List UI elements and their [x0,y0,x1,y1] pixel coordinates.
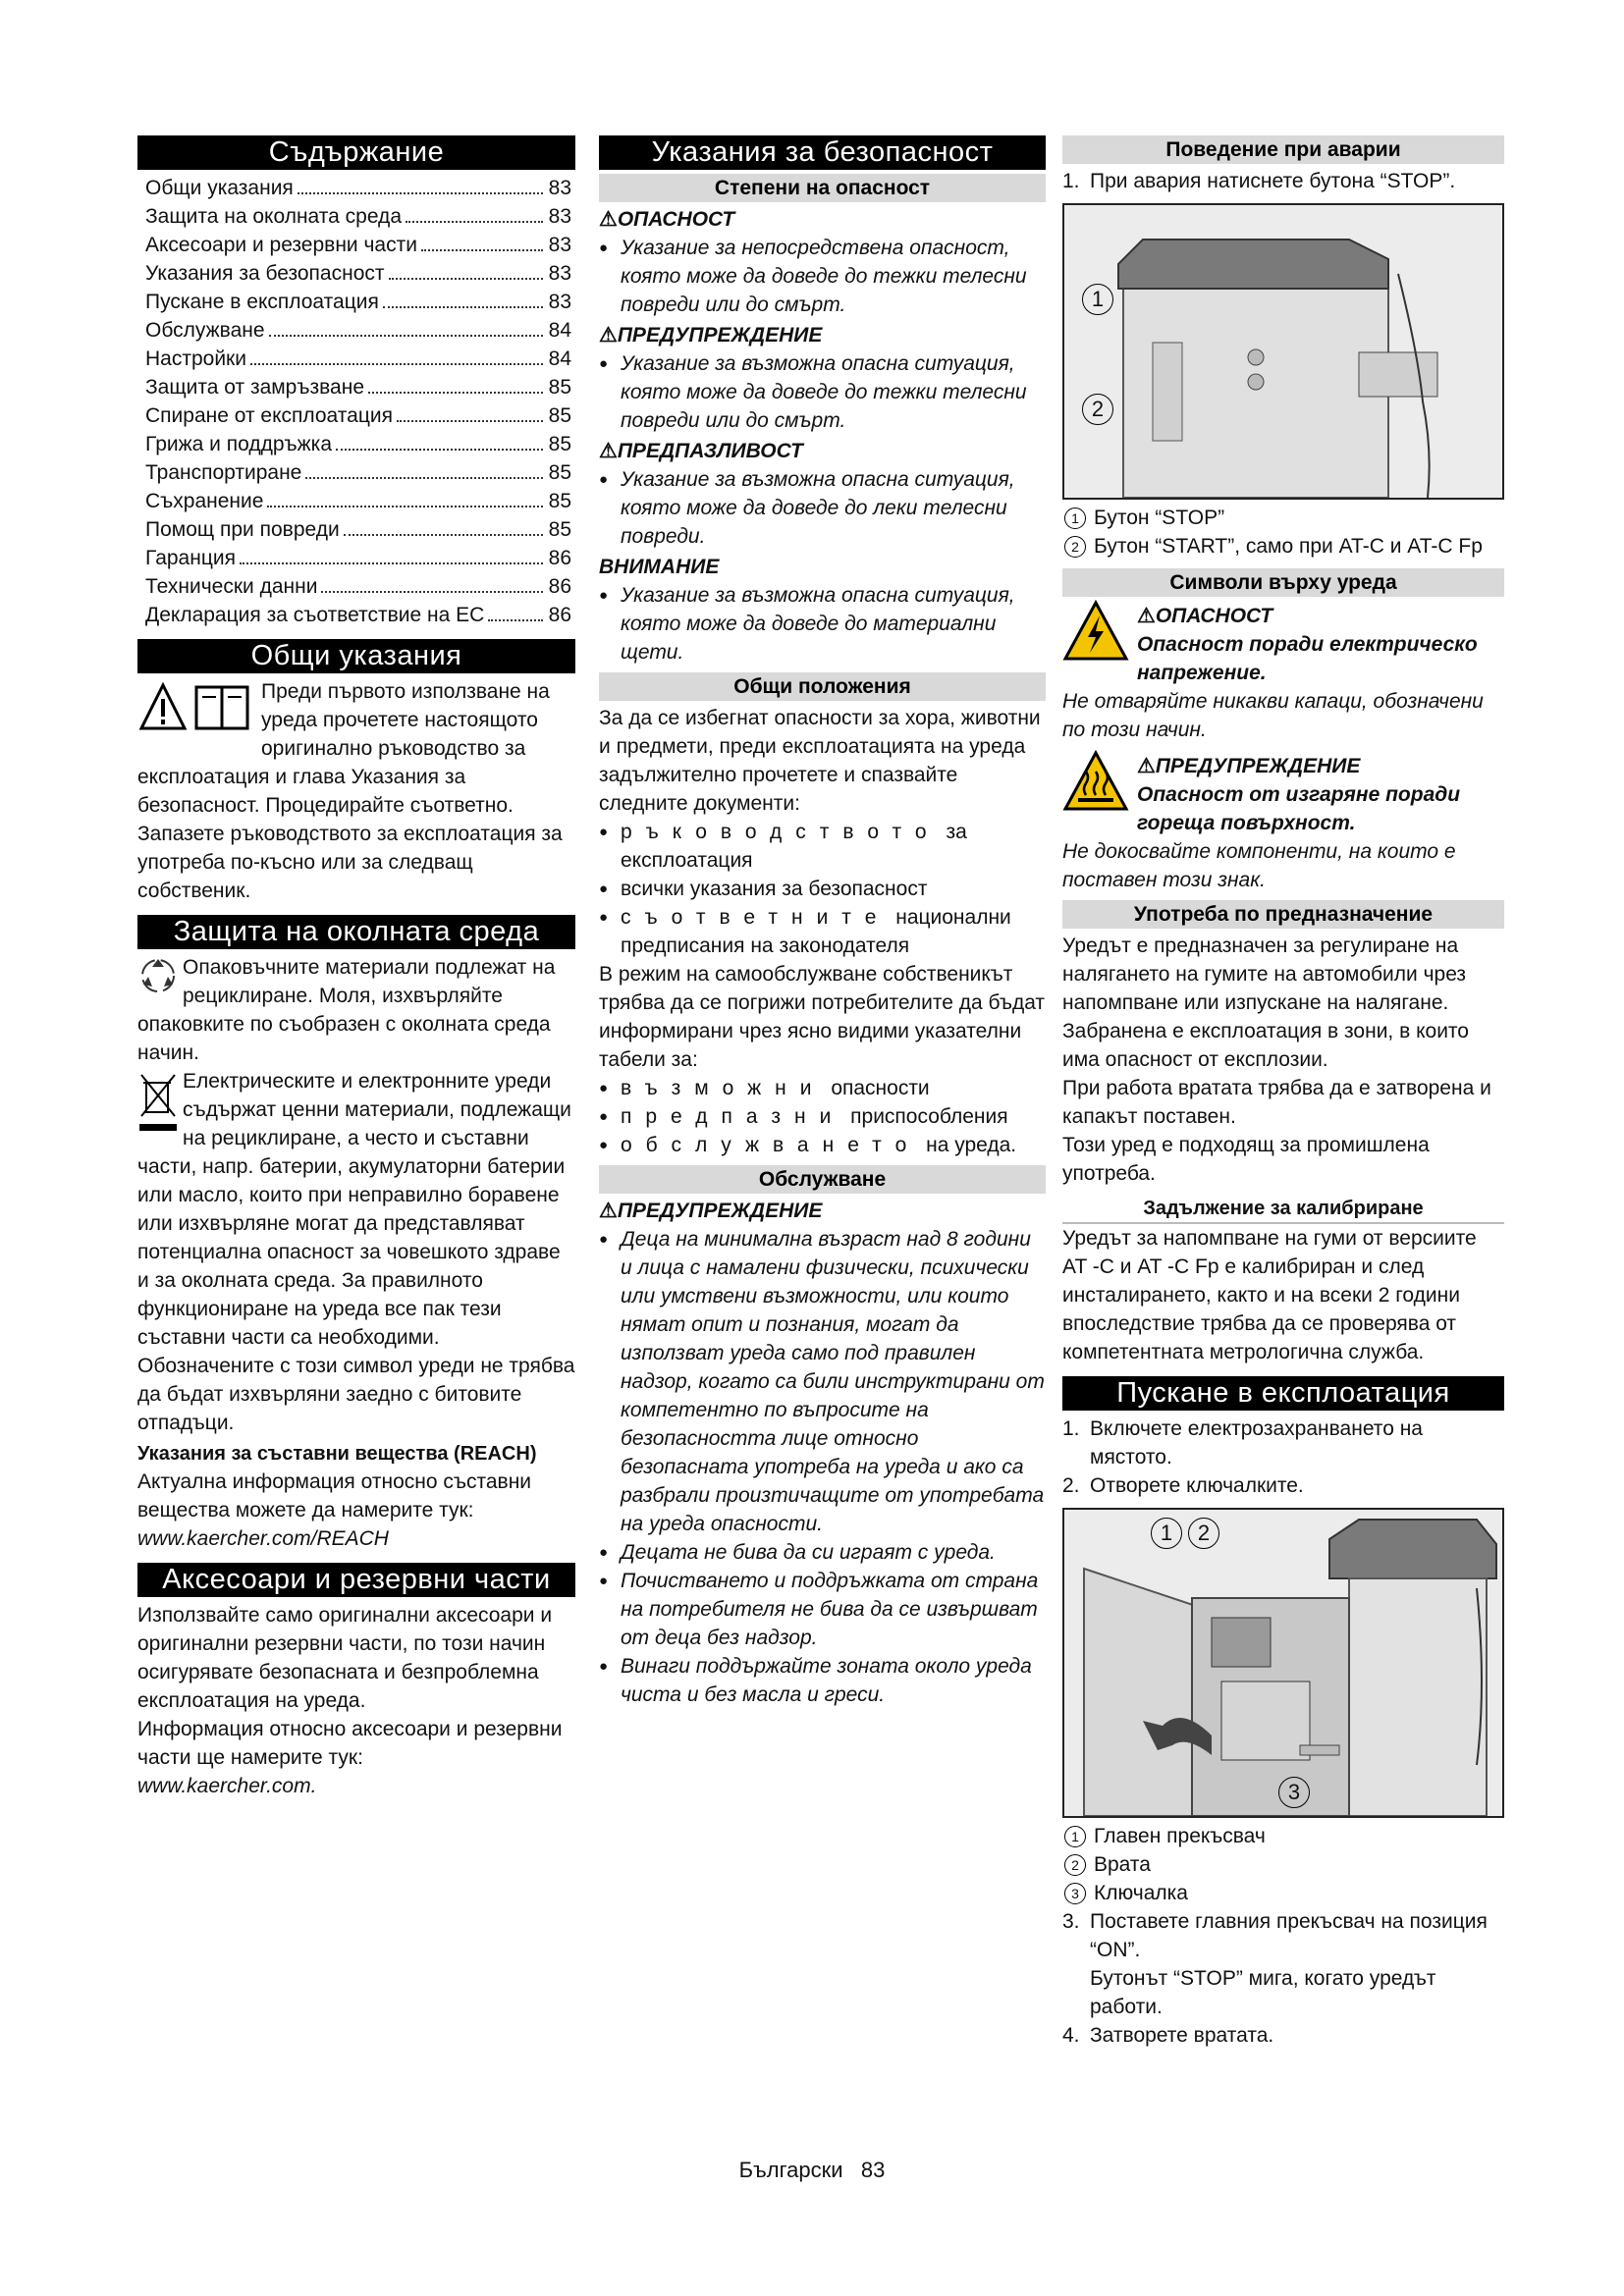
callout-1: 1 [1151,1518,1182,1549]
operation-heading: Обслужване [599,1165,1046,1194]
warning-book-icon [137,679,253,736]
signage-item: ● обслужването на уреда. [599,1131,1046,1159]
general-provisions-heading: Общи положения [599,672,1046,701]
signage-item: ● възможни опасности [599,1074,1046,1102]
intended-use-text: Забранена е експлоатация в зони, в които има опасност от експлозии. [1062,1020,1469,1071]
toc-item[interactable]: Указания за безопасност 83 [145,262,571,285]
toc-item[interactable]: Транспортиране 85 [145,461,571,484]
general-text-2: Запазете ръководството за експлоатация за употреба по-късно или за следващ собственик. [137,823,563,902]
accessories-heading: Аксесоари и резервни части [137,1563,575,1597]
general-heading: Общи указания [137,639,575,673]
hot-surface-icon [1062,750,1129,813]
column-right [1062,135,1504,2050]
warning-triangle-icon: ⚠ [599,324,618,347]
toc-item[interactable]: Защита от замръзване 85 [145,376,571,399]
operation-item: ● Деца на минимална възраст над 8 години и лица с намалени физически, психически или умствени възможности, или които нямат опит и познания, могат да използват уреда само под правилен надзор, когато са били инструктирани от компетентно по въпросите на безопасността лице относно безопасната употреба на уреда и ако са разбрали произтичащите от употребата на уреда опасности. [599,1225,1046,1538]
emergency-heading: Поведение при аварии [1062,135,1504,164]
reach-heading: Указания за съставни вещества (REACH) [137,1443,537,1465]
hazard-level-title: ⚠ПРЕДПАЗЛИВОСТ [599,440,803,462]
operation-warning-title: ⚠ПРЕДУПРЕЖДЕНИЕ [599,1200,823,1222]
page-footer [0,2156,1624,2184]
intended-use-text: При работа вратата трябва да е затворена и капакът поставен. [1062,1077,1491,1128]
toc-item[interactable]: Защита на околната среда 83 [145,205,571,228]
operation-item: ● Почистването и поддръжката от страна на потребителя не бива да се извършват от деца без надзор. [599,1567,1046,1652]
toc-item[interactable]: Гаранция 86 [145,547,571,569]
toc-item[interactable]: Помощ при повреди 85 [145,518,571,541]
recycle-icon [137,955,179,996]
document-item: ● всички указания за безопасност [599,875,1046,903]
hazard-level-text: ● Указание за непосредствена опасност, която може да доведе до тежки телесни повреди или до смърт. [599,234,1046,319]
intended-use-text: Уредът е предназначен за регулиране на налягането на гумите на автомобили чрез напомпване или изпускане на налягане. [1062,934,1467,1014]
toc-item[interactable]: Аксесоари и резервни части 83 [145,234,571,256]
callout-1: 1 [1082,284,1113,315]
general-text: Преди първото използване на уреда прочетете настоящото оригинално ръководство за експлоатация и глава Указания за безопасност. Процедирайте съответно. [137,680,550,817]
toc-item[interactable]: Съхранение 85 [145,490,571,512]
startup-step: 3. Поставете главния прекъсвач на позиция “ON”. [1062,1910,1488,1961]
operation-item: ● Винаги поддържайте зоната около уреда чиста и без масла и греси. [599,1652,1046,1709]
legend-item: 3 Ключалка [1062,1879,1504,1907]
warning-triangle-icon: ⚠ [1137,605,1156,627]
callout-3: 3 [1278,1777,1310,1808]
self-service-text: В режим на самообслужване собственикът трябва да се погрижи потребителите да бъдат информирани чрез ясно видими указателни табели за: [599,963,1046,1071]
startup-device-photo [1062,1508,1504,1818]
toc-item[interactable]: Общи указания 83 [145,177,571,199]
footer-language: Български [738,2158,843,2182]
safety-heading: Указания за безопасност [599,135,1046,170]
legend-item: 2 Бутон “START”, само при AT-C и AT-C Fp [1062,532,1504,561]
toc-item[interactable]: Пускане в експлоатация 83 [145,291,571,313]
accessories-text-2: Информация относно аксесоари и резервни части ще намерите тук: [137,1718,563,1769]
symbol-hot-surface: ⚠ПРЕДУПРЕЖДЕНИЕ Опасност от изгаряне поради гореща повърхност. [1062,750,1504,837]
callout-2: 2 [1188,1518,1219,1549]
toc-item[interactable]: Грижа и поддръжка 85 [145,433,571,455]
environment-text-2: Електрическите и електронните уреди съдържат ценни материали, подлежащи на рециклиране, а често и съставни части, напр. батерии, акумулаторни батерии или масло, които при неправилно боравене или изхвърляне могат да представляват потенциална опасност за човешкото здраве и за околната среда. За правилното функциониране на уреда все пак тези съставни части са необходими. Обозначените с този символ уреди не трябва да бъдат изхвърляни заедно с битовите отпадъци. [137,1070,575,1434]
toc-list [137,174,575,629]
toc-item[interactable]: Технически данни 86 [145,575,571,598]
legend-item: 2 Врата [1062,1850,1504,1879]
environment-text: Опаковъчните материали подлежат на рециклиране. Моля, изхвърляйте опаковките по съобразен с околната среда начин. [137,956,556,1064]
electric-hazard-icon [1062,600,1129,663]
column-middle [599,135,1046,1709]
startup-step: 4. Затворете вратата. [1062,2024,1274,2047]
document-item: ● ръководството за експлоатация [599,818,1046,875]
emergency-device-photo [1062,203,1504,500]
hazard-level-text: ● Указание за възможна опасна ситуация, която може да доведе до леки телесни повреди. [599,465,1046,551]
warning-triangle-icon: ⚠ [1137,755,1156,777]
accessories-text: Използвайте само оригинални аксесоари и оригинални резервни части, по този начин осигурявате безопасната и безпроблемна експлоатация на уреда. [137,1604,553,1712]
operation-item: ● Децата не бива да си играят с уреда. [599,1538,1046,1567]
hazard-levels-heading: Степени на опасност [599,174,1046,202]
startup-step: 1. Включете електрозахранването на мястото. [1062,1417,1423,1468]
toc-heading: Съдържание [137,135,575,170]
calibration-text: Уредът за напомпване на гуми от версиите AT -C и AT -C Fp е калибриран и след инсталирането, както и на всеки 2 години впоследствие трябва да се проверява от компетентната метрологична служба. [1062,1227,1477,1363]
column-left [137,135,575,1800]
hazard-level-text: ● Указание за възможна опасна ситуация, която може да доведе до тежки телесни повреди или до смърт. [599,349,1046,435]
legend-item: 1 Главен прекъсвач [1062,1822,1504,1850]
startup-step: 2. Отворете ключалките. [1062,1474,1304,1497]
symbol-electric: ⚠ОПАСНОСТ Опасност поради електрическо напрежение. [1062,600,1504,687]
symbols-heading: Символи върху уреда [1062,568,1504,597]
hazard-level-title: ⚠ОПАСНОСТ [599,208,735,231]
hazard-level-text: ● Указание за възможна опасна ситуация, която може да доведе до материални щети. [599,581,1046,667]
symbol-electric-text: Не отваряйте никакви капаци, обозначени по този начин. [1062,690,1484,741]
weee-bin-icon [137,1071,179,1138]
document-item: ● съответните национални [599,903,1046,932]
legend-item: 1 Бутон “STOP” [1062,504,1504,532]
reach-link[interactable]: www.kaercher.com/REACH [137,1527,389,1550]
intended-use-heading: Употреба по предназначение [1062,900,1504,929]
signage-item: ● предпазни приспособления [599,1102,1046,1131]
page-number: 83 [860,2158,886,2182]
document-item-cont: предписания на законодателя [621,934,910,957]
toc-item[interactable]: Обслужване 84 [145,319,571,342]
toc-item[interactable]: Декларация за съответствие на ЕС 86 [145,604,571,626]
warning-triangle-icon: ⚠ [599,1200,618,1222]
symbol-hot-text: Не докосвайте компоненти, на които е поставен този знак. [1062,840,1456,891]
hazard-level-title: ВНИМАНИЕ [599,556,720,578]
toc-item[interactable]: Настройки 84 [145,347,571,370]
startup-heading: Пускане в експлоатация [1062,1376,1504,1411]
emergency-step: 1. При авария натиснете бутона “STOP”. [1062,170,1456,192]
toc-item[interactable]: Спиране от експлоатация 85 [145,404,571,427]
accessories-link[interactable]: www.kaercher.com. [137,1775,317,1797]
reach-text: Актуална информация относно съставни вещества можете да намерите тук: [137,1470,532,1522]
hazard-level-title: ⚠ПРЕДУПРЕЖДЕНИЕ [599,324,823,347]
warning-triangle-icon: ⚠ [599,440,618,462]
general-provisions-text: За да се избегнат опасности за хора, животни и предмети, преди експлоатацията на уреда задължително прочетете и спазвайте следните документи: [599,707,1041,815]
warning-triangle-icon: ⚠ [599,208,618,231]
calibration-heading: Задължение за калибриране [1062,1196,1504,1224]
environment-heading: Защита на околната среда [137,915,575,949]
startup-step-note: Бутонът “STOP” мига, когато уредът работи. [1090,1967,1436,2018]
callout-2: 2 [1082,394,1113,425]
intended-use-text: Този уред е подходящ за промишлена употреба. [1062,1134,1430,1185]
